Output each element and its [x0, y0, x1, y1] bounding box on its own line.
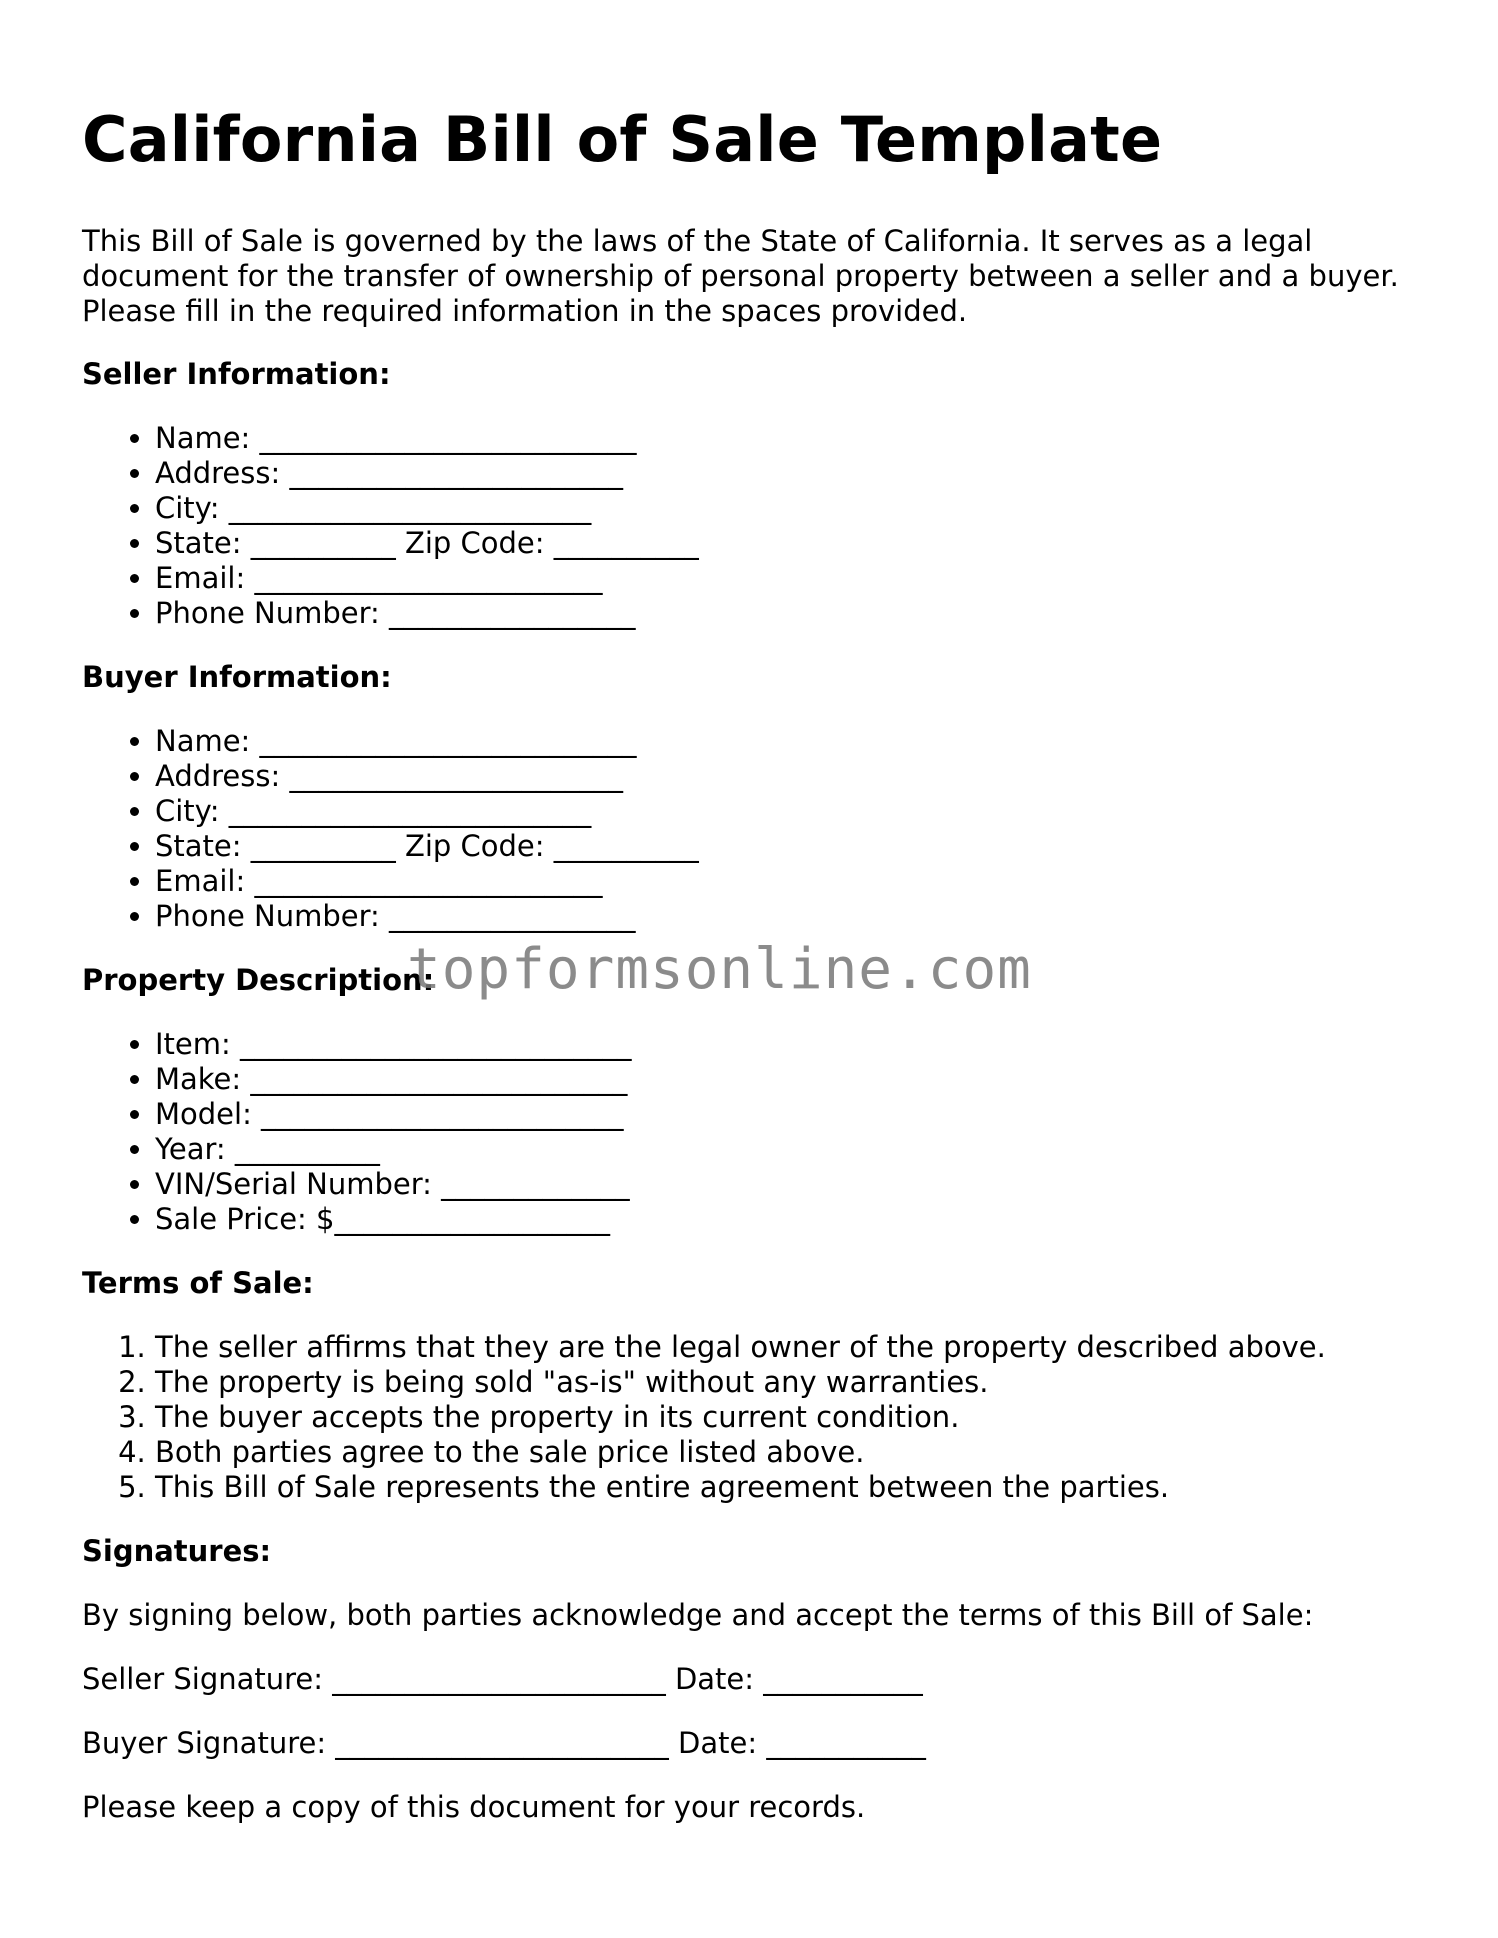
seller-name-field: • Name: __________________________ — [155, 421, 1422, 456]
buyer-address-field: • Address: _______________________ — [155, 759, 1422, 794]
watermark: topformsonline.com — [407, 937, 1032, 1002]
property-price-field: • Sale Price: $___________________ — [155, 1202, 1422, 1237]
page-title: California Bill of Sale Template — [82, 103, 1163, 176]
seller-email-field: • Email: ________________________ — [155, 561, 1422, 596]
buyer-state-zip-field: • State: __________ Zip Code: __________ — [155, 829, 1422, 864]
property-make-field: • Make: __________________________ — [155, 1062, 1422, 1097]
intro-paragraph: This Bill of Sale is governed by the laws of the State of California. It serves as a legal document for the transfer of ownership of personal property between a seller and a buyer. Please fill in the required information in the spaces provided. — [82, 224, 1399, 328]
seller-info-list — [82, 421, 1422, 631]
property-section-heading: Property Description: — [82, 963, 435, 997]
property-model-field: • Model: _________________________ — [155, 1097, 1422, 1132]
buyer-section-heading: Buyer Information: — [82, 660, 392, 694]
buyer-email-field: • Email: ________________________ — [155, 864, 1422, 899]
signatures-section-heading: Signatures: — [82, 1534, 272, 1568]
terms-item: 5. This Bill of Sale represents the entire agreement between the parties. — [155, 1470, 1422, 1505]
terms-list — [82, 1330, 1422, 1505]
seller-phone-field: • Phone Number: _________________ — [155, 596, 1422, 631]
seller-signature-line: Seller Signature: _______________________ Date: ___________ — [82, 1662, 923, 1696]
seller-state-zip-field: • State: __________ Zip Code: __________ — [155, 526, 1422, 561]
records-note: Please keep a copy of this document for your records. — [82, 1790, 866, 1824]
buyer-phone-field: • Phone Number: _________________ — [155, 899, 1422, 934]
terms-section-heading: Terms of Sale: — [82, 1266, 314, 1300]
buyer-name-field: • Name: __________________________ — [155, 724, 1422, 759]
buyer-city-field: • City: _________________________ — [155, 794, 1422, 829]
buyer-signature-line: Buyer Signature: _______________________ Date: ___________ — [82, 1726, 926, 1760]
terms-item: 2. The property is being sold "as-is" without any warranties. — [155, 1365, 1422, 1400]
terms-item: 1. The seller affirms that they are the legal owner of the property described above. — [155, 1330, 1422, 1365]
property-vin-field: • VIN/Serial Number: _____________ — [155, 1167, 1422, 1202]
property-info-list — [82, 1027, 1422, 1237]
property-item-field: • Item: ___________________________ — [155, 1027, 1422, 1062]
terms-item: 3. The buyer accepts the property in its current condition. — [155, 1400, 1422, 1435]
terms-item: 4. Both parties agree to the sale price listed above. — [155, 1435, 1422, 1470]
signatures-statement: By signing below, both parties acknowledge and accept the terms of this Bill of Sale: — [82, 1598, 1314, 1632]
seller-city-field: • City: _________________________ — [155, 491, 1422, 526]
buyer-info-list — [82, 724, 1422, 934]
seller-address-field: • Address: _______________________ — [155, 456, 1422, 491]
seller-section-heading: Seller Information: — [82, 357, 391, 391]
property-year-field: • Year: __________ — [155, 1132, 1422, 1167]
